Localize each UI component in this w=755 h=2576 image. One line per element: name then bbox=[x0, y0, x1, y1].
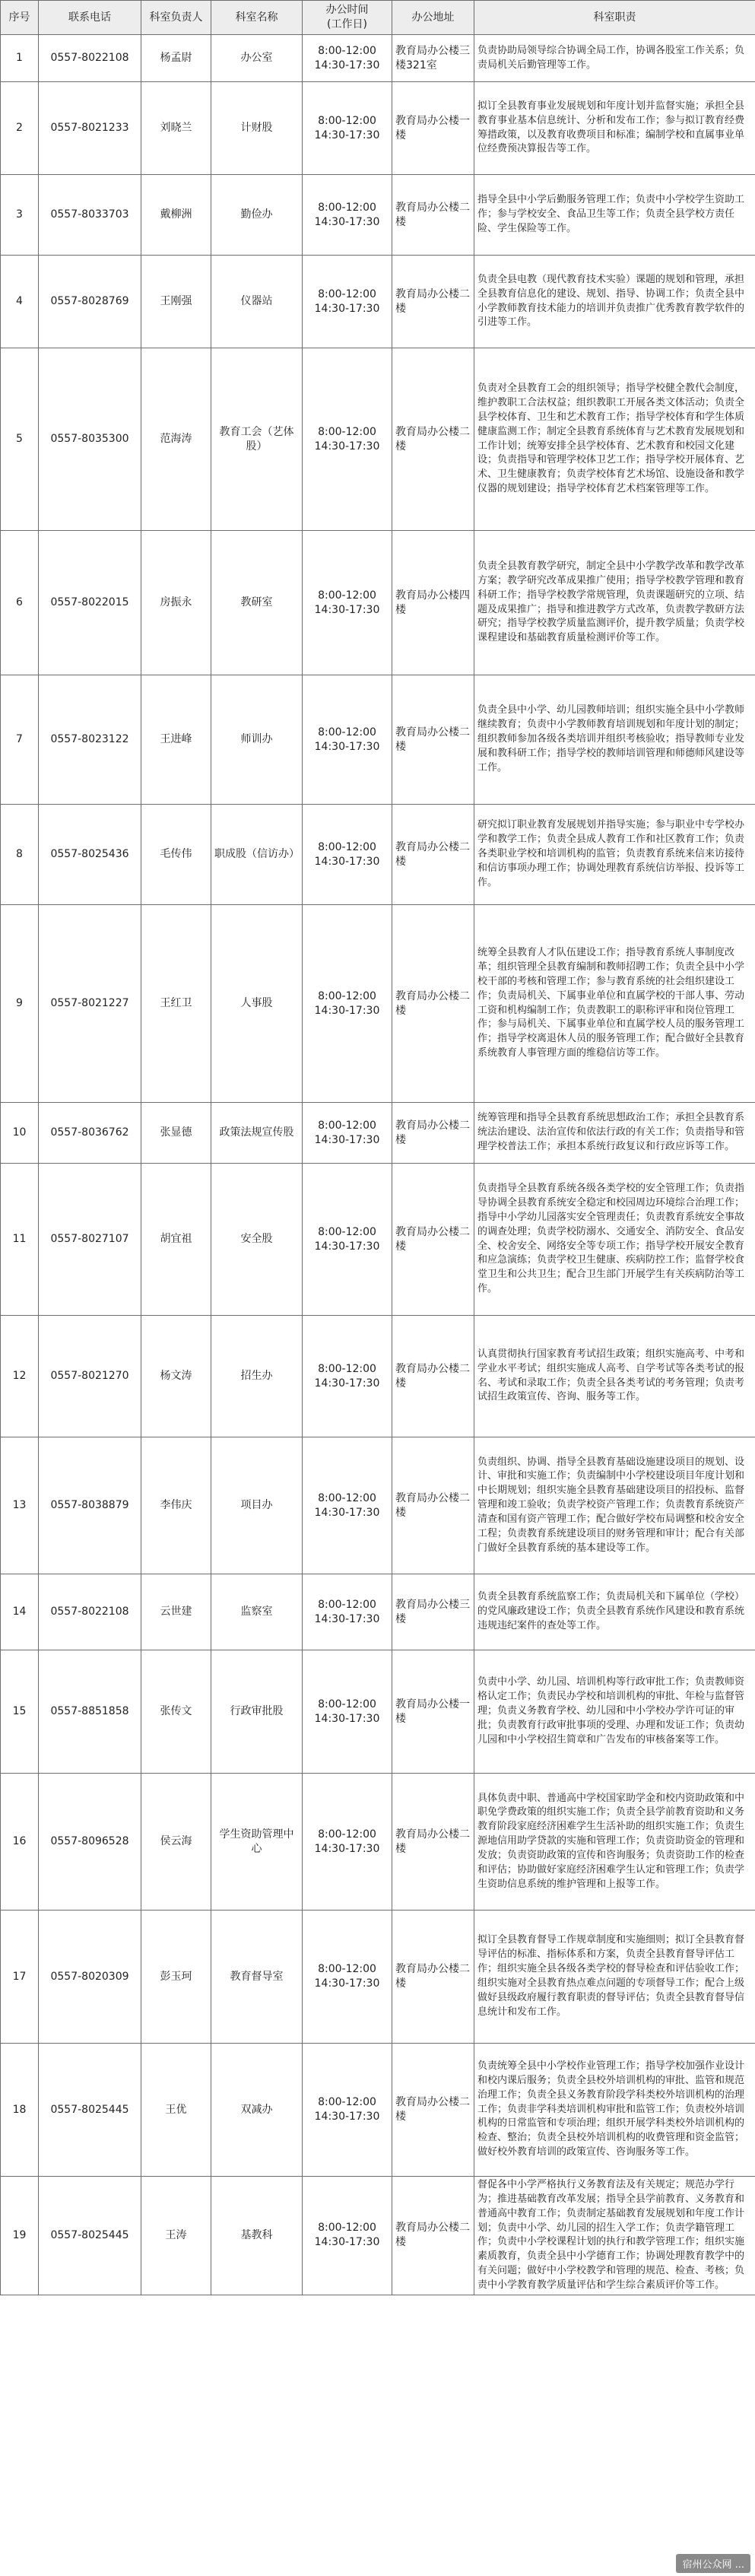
office-hours bbox=[303, 175, 392, 256]
row-index: 10 bbox=[1, 1103, 39, 1164]
office-hours bbox=[303, 675, 392, 805]
office-duties: 负责中小学、幼儿园、培训机构等行政审批工作；负责教师资格认定工作；负责民办学校和培训机构的审批、年检与监督管理；负责义务教育学校、幼儿园和中小学校办学许可证的审批；负责教育行政审批事项的受理、办理和发证工作；负责幼儿园和中小学校招生简章和广告发布的审核备案等工作。 bbox=[474, 1650, 755, 1774]
office-name: 计财股 bbox=[211, 82, 303, 175]
office-head: 刘晓兰 bbox=[141, 82, 211, 175]
office-duties: 认真贯彻执行国家教育考试招生政策；组织实施高考、中考和学业水平考试；组织实施成人高考、自学考试等各类考试的报名、考试和录取工作；负责全县各类考试的考务管理；负责考试招生政策宣传、咨询、服务等工作。 bbox=[474, 1316, 755, 1437]
row-index: 5 bbox=[1, 348, 39, 531]
office-duties: 负责指导全县教育系统各级各类学校的安全管理工作；负责指导协调全县教育系统安全稳定和校园周边环境综合治理工作；指导中小学幼儿园落实安全管理责任；负责教育系统安全事故的调查处理；负责学校防溺水、交通安全、消防安全、食品安全、校舍安全、网络安全等专项工作；指导学校开展安全教育和应急演练；负责学校卫生健康、疾病防控工作；监督学校食堂卫生和公共卫生；配合卫生部门开展学生有关疾病防治等工作。 bbox=[474, 1164, 755, 1316]
office-hours-slot: 14:30-17:30 bbox=[314, 603, 380, 616]
office-hours bbox=[303, 82, 392, 175]
office-head: 张传文 bbox=[141, 1650, 211, 1774]
office-name: 人事股 bbox=[211, 905, 303, 1103]
office-hours-slot: 8:00-12:00 bbox=[318, 425, 376, 438]
row-index: 14 bbox=[1, 1574, 39, 1650]
office-address: 教育局办公楼二楼 bbox=[392, 805, 474, 905]
office-hours-slot: 8:00-12:00 bbox=[318, 2222, 376, 2235]
office-hours-slot: 14:30-17:30 bbox=[314, 1506, 380, 1519]
office-hours-slot: 8:00-12:00 bbox=[318, 2096, 376, 2109]
office-name: 双减办 bbox=[211, 2044, 303, 2177]
contact-phone: 0557-8022015 bbox=[39, 531, 141, 675]
office-name: 基教科 bbox=[211, 2177, 303, 2295]
office-head: 张显德 bbox=[141, 1103, 211, 1164]
table-row bbox=[1, 1437, 755, 1574]
office-duties: 负责协助局领导综合协调全局工作，协调各股室工作关系；负责局机关后勤管理等工作。 bbox=[474, 35, 755, 82]
contact-phone: 0557-8022108 bbox=[39, 1574, 141, 1650]
office-hours-slot: 8:00-12:00 bbox=[318, 1598, 376, 1611]
contact-phone: 0557-8038879 bbox=[39, 1437, 141, 1574]
office-hours-slot: 8:00-12:00 bbox=[318, 1225, 376, 1238]
office-hours bbox=[303, 2044, 392, 2177]
office-name: 教育工会（艺体股） bbox=[211, 348, 303, 531]
office-hours-slot: 8:00-12:00 bbox=[318, 589, 376, 602]
office-name: 办公室 bbox=[211, 35, 303, 82]
office-hours-slot: 14:30-17:30 bbox=[314, 1004, 380, 1017]
office-address: 教育局办公楼二楼 bbox=[392, 1103, 474, 1164]
contact-phone: 0557-8020309 bbox=[39, 1911, 141, 2044]
office-address: 教育局办公楼三楼321室 bbox=[392, 35, 474, 82]
office-address: 教育局办公楼二楼 bbox=[392, 1774, 474, 1911]
office-head: 王涛 bbox=[141, 2177, 211, 2295]
table-row bbox=[1, 1164, 755, 1316]
office-hours-slot: 8:00-12:00 bbox=[318, 726, 376, 738]
office-hours-slot: 14:30-17:30 bbox=[314, 1712, 380, 1725]
office-hours-slot: 14:30-17:30 bbox=[314, 59, 380, 71]
office-hours-slot: 14:30-17:30 bbox=[314, 1133, 380, 1146]
office-duties: 负责全县教育教学研究，制定全县中小学教学改革和教学改革方案；教学研究改革成果推广使用；指导学校教学管理和教育科研工作；指导学校教学常规管理，负责课题研究的立项、结题及成果推广；指导和推进教学方式改革，负责教学教研方法研究；指导学校教学质量监测评价，提升教学质量；负责学校课程建设和基础教育质量检测评价等工作。 bbox=[474, 531, 755, 675]
office-head: 王进峰 bbox=[141, 675, 211, 805]
office-hours-slot: 14:30-17:30 bbox=[314, 740, 380, 753]
office-duties: 拟订全县教育督导工作规章制度和实施细则；拟订全县教育督导评估的标准、指标体系和方案，负责全县教育督导评估工作；组织实施全县各级各类学校的督导检查和评估验收工作；组织实施对全县教育热点难点问题的专项督导工作；配合上级做好县级政府履行教育职责的督导评估；负责全县教育督导信息统计和发布工作。 bbox=[474, 1911, 755, 2044]
office-name: 学生资助管理中心 bbox=[211, 1774, 303, 1911]
office-head: 云世建 bbox=[141, 1574, 211, 1650]
office-address: 教育局办公楼二楼 bbox=[392, 905, 474, 1103]
office-name: 行政审批股 bbox=[211, 1650, 303, 1774]
office-duties: 负责全县电教（现代教育技术实验）课题的规划和管理，承担全县教育信息化的建设、规划、指导、协调工作；负责全县中小学教师教育技术能力的培训并负责推广优秀教育教学软件的引进等工作。 bbox=[474, 256, 755, 348]
office-hours-slot: 8:00-12:00 bbox=[318, 840, 376, 853]
office-name: 师训办 bbox=[211, 675, 303, 805]
table-row bbox=[1, 531, 755, 675]
contact-phone: 0557-8036762 bbox=[39, 1103, 141, 1164]
office-hours-slot: 8:00-12:00 bbox=[318, 287, 376, 300]
office-address: 教育局办公楼一楼 bbox=[392, 1650, 474, 1774]
table-row bbox=[1, 675, 755, 805]
office-hours bbox=[303, 1437, 392, 1574]
office-address: 教育局办公楼二楼 bbox=[392, 675, 474, 805]
office-hours-slot: 14:30-17:30 bbox=[314, 2111, 380, 2123]
office-address: 教育局办公楼一楼 bbox=[392, 82, 474, 175]
office-duties: 负责对全县教育工会的组织领导；指导学校健全教代会制度，维护教职工合法权益；组织教职工开展各类文体活动；负责全县学校体育、卫生和艺术教育工作；指导学校体育和学生体质健康监测工作；制定全县教育系统体育与艺术教育发展规划和工作计划；统筹安排全县学校体育、艺术教育和校园文化建设；负责指导和管理学校体卫艺工作；指导学校开展体育、艺术、卫生健康教育；负责学校体育艺术场馆、设施设备和教学仪器的规划建设；指导学校体育艺术档案管理等工作。 bbox=[474, 348, 755, 531]
row-index: 6 bbox=[1, 531, 39, 675]
office-name: 勤俭办 bbox=[211, 175, 303, 256]
office-hours bbox=[303, 2177, 392, 2295]
office-hours bbox=[303, 35, 392, 82]
office-head: 范海涛 bbox=[141, 348, 211, 531]
office-duties: 统筹管理和指导全县教育系统思想政治工作；承担全县教育系统法治建设、法治宣传和依法行政的有关工作；负责指导和管理学校普法工作；承担本系统行政复议和行政应诉等工作。 bbox=[474, 1103, 755, 1164]
header-index: 序号 bbox=[1, 1, 39, 35]
office-hours-slot: 14:30-17:30 bbox=[314, 129, 380, 141]
contact-phone: 0557-8033703 bbox=[39, 175, 141, 256]
office-hours bbox=[303, 1316, 392, 1437]
office-hours bbox=[303, 1911, 392, 2044]
office-address: 教育局办公楼四楼 bbox=[392, 531, 474, 675]
office-duties: 负责全县中小学、幼儿园教师培训；组织实施全县中小学教师继续教育；负责中小学教师教育培训规划和年度计划的制定；组织教师参加各级各类培训并组织考核验收；指导教师专业发展和教科研工作；指导学校的教师培训管理和师德师风建设等工作。 bbox=[474, 675, 755, 805]
contact-phone: 0557-8027107 bbox=[39, 1164, 141, 1316]
contact-phone: 0557-8028769 bbox=[39, 256, 141, 348]
table-row bbox=[1, 82, 755, 175]
contact-phone: 0557-8022108 bbox=[39, 35, 141, 82]
row-index: 15 bbox=[1, 1650, 39, 1774]
office-address: 教育局办公楼二楼 bbox=[392, 1911, 474, 2044]
office-head: 王红卫 bbox=[141, 905, 211, 1103]
office-head: 侯云海 bbox=[141, 1774, 211, 1911]
row-index: 2 bbox=[1, 82, 39, 175]
contact-phone: 0557-8021233 bbox=[39, 82, 141, 175]
table-row bbox=[1, 35, 755, 82]
office-address: 教育局办公楼三楼 bbox=[392, 1574, 474, 1650]
office-hours bbox=[303, 1164, 392, 1316]
office-name: 安全股 bbox=[211, 1164, 303, 1316]
table-row bbox=[1, 805, 755, 905]
office-hours-slot: 14:30-17:30 bbox=[314, 855, 380, 868]
contact-phone: 0557-8096528 bbox=[39, 1774, 141, 1911]
header-address: 办公地址 bbox=[392, 1, 474, 35]
header-duties: 科室职责 bbox=[474, 1, 755, 35]
contact-phone: 0557-8021270 bbox=[39, 1316, 141, 1437]
office-hours-slot: 14:30-17:30 bbox=[314, 302, 380, 315]
header-row bbox=[1, 1, 755, 35]
table-row bbox=[1, 1911, 755, 2044]
office-head: 王优 bbox=[141, 2044, 211, 2177]
row-index: 4 bbox=[1, 256, 39, 348]
office-hours-slot: 14:30-17:30 bbox=[314, 1842, 380, 1855]
office-hours-slot: 8:00-12:00 bbox=[318, 1963, 376, 1976]
office-hours-slot: 14:30-17:30 bbox=[314, 440, 380, 453]
office-hours bbox=[303, 531, 392, 675]
office-hours-slot: 8:00-12:00 bbox=[318, 1491, 376, 1504]
office-name: 项目办 bbox=[211, 1437, 303, 1574]
table-row bbox=[1, 2044, 755, 2177]
office-hours bbox=[303, 1650, 392, 1774]
table-row bbox=[1, 2177, 755, 2295]
office-duties: 统筹全县教育人才队伍建设工作；指导教育系统人事制度改革；组织管理全县教育编制和教师招聘工作；负责全县中小学校干部的考核和管理工作；参与教育系统的社会组织建设工作；负责局机关、下属事业单位和直属学校的干部人事、劳动工资和机构编制工作；负责教职工的职称评审和岗位管理工作；参与局机关、下属事业单位和直属学校人员的服务管理工作；指导学校离退休人员的服务管理工作；配合做好全县教育系统教育人事管理方面的维稳信访等工作。 bbox=[474, 905, 755, 1103]
contact-phone: 0557-8025436 bbox=[39, 805, 141, 905]
office-address: 教育局办公楼二楼 bbox=[392, 1437, 474, 1574]
table-row bbox=[1, 1774, 755, 1911]
row-index: 11 bbox=[1, 1164, 39, 1316]
office-hours-slot: 14:30-17:30 bbox=[314, 1377, 380, 1390]
table-row bbox=[1, 905, 755, 1103]
header-hours: 办公时间 (工作日) bbox=[303, 1, 392, 35]
table-row bbox=[1, 1103, 755, 1164]
office-name: 招生办 bbox=[211, 1316, 303, 1437]
row-index: 1 bbox=[1, 35, 39, 82]
table-row bbox=[1, 1316, 755, 1437]
office-duties: 督促各中小学严格执行义务教育法及有关规定；规范办学行为；推进基础教育改革发展；指导全县学前教育、义务教育和普通高中教育工作；负责制定基础教育发展规划和年度工作计划；负责中小学、幼儿园的招生入学工作；负责学籍管理工作；负责中小学校课程计划的执行和教学管理工作；组织实施素质教育，负责全县中小学德育工作；协调处理教育教学中的有关问题；做好中小学校教学和管理的规范、检查、考核；负责中小学教育教学质量评估和学生综合素质评价等工作。 bbox=[474, 2177, 755, 2295]
row-index: 9 bbox=[1, 905, 39, 1103]
contact-phone: 0557-8021227 bbox=[39, 905, 141, 1103]
header-phone: 联系电话 bbox=[39, 1, 141, 35]
header-person: 科室负责人 bbox=[141, 1, 211, 35]
office-hours-slot: 8:00-12:00 bbox=[318, 201, 376, 214]
row-index: 17 bbox=[1, 1911, 39, 2044]
office-head: 杨孟尉 bbox=[141, 35, 211, 82]
office-hours-slot: 14:30-17:30 bbox=[314, 215, 380, 228]
office-duties: 负责组织、协调、指导全县教育基础设施建设项目的规划、设计、审批和实施工作；负责编制中小学校建设项目年度计划和中长期规划；组织实施全县教育基础建设项目的招投标、监督管理和竣工验收；负责学校资产管理工作；负责教育系统资产清查和国有资产管理工作；配合做好学校布局调整和校舍安全工程；负责教育系统建设项目的财务管理和审计；配合有关部门做好全县教育系统的基本建设等工作。 bbox=[474, 1437, 755, 1574]
row-index: 3 bbox=[1, 175, 39, 256]
office-duties: 研究拟订职业教育发展规划并指导实施；参与职业中专学校办学和教学工作；负责全县成人教育工作和社区教育工作；负责各类职业学校和培训机构的监管；负责教育系统来信来访接待和信访事项办理工作；协调处理教育系统信访举报、投诉等工作。 bbox=[474, 805, 755, 905]
table-row bbox=[1, 1650, 755, 1774]
office-hours-slot: 8:00-12:00 bbox=[318, 1119, 376, 1132]
office-head: 杨文涛 bbox=[141, 1316, 211, 1437]
header-office: 科室名称 bbox=[211, 1, 303, 35]
office-name: 教育督导室 bbox=[211, 1911, 303, 2044]
watermark: 宿州公众网 ... bbox=[676, 2554, 750, 2573]
office-name: 政策法规宣传股 bbox=[211, 1103, 303, 1164]
table-row bbox=[1, 348, 755, 531]
office-head: 胡宜祖 bbox=[141, 1164, 211, 1316]
office-hours-slot: 14:30-17:30 bbox=[314, 2236, 380, 2249]
office-hours-slot: 8:00-12:00 bbox=[318, 1828, 376, 1841]
office-hours-slot: 14:30-17:30 bbox=[314, 1977, 380, 1990]
office-name: 监察室 bbox=[211, 1574, 303, 1650]
office-head: 戴柳洲 bbox=[141, 175, 211, 256]
office-hours-slot: 8:00-12:00 bbox=[318, 989, 376, 1002]
office-hours-slot: 8:00-12:00 bbox=[318, 1698, 376, 1710]
office-address: 教育局办公楼二楼 bbox=[392, 256, 474, 348]
contact-phone: 0557-8025445 bbox=[39, 2177, 141, 2295]
office-hours bbox=[303, 256, 392, 348]
office-duties: 拟订全县教育事业发展规划和年度计划并监督实施；承担全县教育事业基本信息统计、分析和发布工作；参与拟订教育经费筹措政策，以及教育收费项目和标准；编制学校和直属事业单位经费预决算报告等工作。 bbox=[474, 82, 755, 175]
table-row bbox=[1, 1574, 755, 1650]
office-address: 教育局办公楼二楼 bbox=[392, 175, 474, 256]
office-hours bbox=[303, 1774, 392, 1911]
office-address: 教育局办公楼二楼 bbox=[392, 1316, 474, 1437]
office-hours-slot: 14:30-17:30 bbox=[314, 1612, 380, 1625]
office-head: 李伟庆 bbox=[141, 1437, 211, 1574]
contact-phone: 0557-8023122 bbox=[39, 675, 141, 805]
table-row bbox=[1, 175, 755, 256]
office-head: 房振永 bbox=[141, 531, 211, 675]
row-index: 13 bbox=[1, 1437, 39, 1574]
office-head: 彭玉珂 bbox=[141, 1911, 211, 2044]
table-row bbox=[1, 256, 755, 348]
row-index: 18 bbox=[1, 2044, 39, 2177]
office-hours-slot: 8:00-12:00 bbox=[318, 114, 376, 127]
contact-phone: 0557-8035300 bbox=[39, 348, 141, 531]
office-name: 仪器站 bbox=[211, 256, 303, 348]
office-hours-slot: 8:00-12:00 bbox=[318, 1362, 376, 1375]
office-hours bbox=[303, 1574, 392, 1650]
office-duties: 具体负责中职、普通高中学校国家助学金和校内资助政策和中职免学费政策的组织实施工作；负责全县学前教育资助和义务教育阶段家庭经济困难学生生活补助的组织实施工作；负责生源地信用助学贷款的实施和管理工作；负责资助资金的管理和发放；负责资助政策的宣传和咨询服务；负责资助工作的检查和评估；协助做好家庭经济困难学生认定和管理工作；负责学生资助信息系统的维护管理和上报等工作。 bbox=[474, 1774, 755, 1911]
office-hours bbox=[303, 348, 392, 531]
office-name: 教研室 bbox=[211, 531, 303, 675]
contact-phone: 0557-8851858 bbox=[39, 1650, 141, 1774]
row-index: 12 bbox=[1, 1316, 39, 1437]
office-hours-slot: 14:30-17:30 bbox=[314, 1240, 380, 1253]
row-index: 8 bbox=[1, 805, 39, 905]
row-index: 7 bbox=[1, 675, 39, 805]
office-hours bbox=[303, 905, 392, 1103]
office-address: 教育局办公楼二楼 bbox=[392, 1164, 474, 1316]
office-duties: 负责统筹全县中小学校作业管理工作；指导学校加强作业设计和校内课后服务；负责全县校外培训机构的审批、监管和规范治理工作；负责全县义务教育阶段学科类校外培训机构的治理工作；负责非学科类培训机构审批和监管工作；负责校外培训机构的日常监管和专项治理；组织开展学科类校外培训机构的检查、整治；负责全县校外培训机构的收费管理和资金监管；做好校外教育培训的政策宣传、咨询服务等工作。 bbox=[474, 2044, 755, 2177]
office-hours bbox=[303, 805, 392, 905]
office-address: 教育局办公楼二楼 bbox=[392, 348, 474, 531]
office-duties: 指导全县中小学后勤服务管理工作；负责中小学校学生资助工作；参与学校安全、食品卫生等工作；负责全县学校方责任险、学生保险等工作。 bbox=[474, 175, 755, 256]
office-head: 王刚强 bbox=[141, 256, 211, 348]
office-name: 职成股（信访办） bbox=[211, 805, 303, 905]
row-index: 19 bbox=[1, 2177, 39, 2295]
office-address: 教育局办公楼二楼 bbox=[392, 2044, 474, 2177]
office-duties: 负责全县教育系统监察工作；负责局机关和下属单位（学校）的党风廉政建设工作；负责全县教育系统作风建设和教育系统违规违纪案件的查处等工作。 bbox=[474, 1574, 755, 1650]
office-hours-slot: 8:00-12:00 bbox=[318, 44, 376, 57]
table-body bbox=[1, 35, 755, 2295]
office-hours bbox=[303, 1103, 392, 1164]
contact-phone: 0557-8025445 bbox=[39, 2044, 141, 2177]
office-head: 毛传伟 bbox=[141, 805, 211, 905]
row-index: 16 bbox=[1, 1774, 39, 1911]
office-address: 教育局办公楼二楼 bbox=[392, 2177, 474, 2295]
